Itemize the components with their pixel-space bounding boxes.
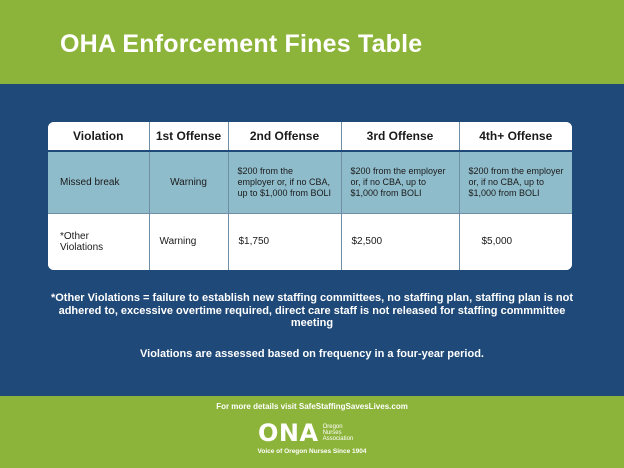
- frequency-note: Violations are assessed based on frequency in a four-year period.: [140, 348, 484, 360]
- header-1st-offense: 1st Offense: [149, 122, 228, 151]
- logo-sub-line: Nurses: [322, 429, 342, 436]
- table-row: [48, 213, 572, 270]
- cell-4th-offense: $200 from the employer or, if no CBA, up to $1,000 from BOLI: [459, 151, 572, 213]
- details-link-text: For more details visit SafeStaffingSavesLives.com: [216, 402, 408, 411]
- logo-mark: ONA: [258, 419, 319, 447]
- cell-1st-offense: Warning: [149, 151, 228, 213]
- logo-subtext: [323, 424, 354, 443]
- other-violations-label: *Other Violations: [60, 230, 104, 253]
- table-header-row: [48, 122, 572, 151]
- cell-violation: [48, 213, 149, 270]
- cell-4th-offense: $5,000: [459, 213, 572, 270]
- cell-2nd-offense: $200 from the employer or, if no CBA, up to $1,000 from BOLI: [228, 151, 341, 213]
- logo-sub-line: Oregon: [322, 423, 343, 430]
- header-4th-offense: 4th+ Offense: [459, 122, 572, 151]
- header-3rd-offense: 3rd Offense: [341, 122, 459, 151]
- cell-violation: Missed break: [48, 151, 149, 213]
- cell-3rd-offense: $2,500: [341, 213, 459, 270]
- other-violations-footnote: *Other Violations = failure to establish new staffing committees, no staffing plan, staffing plan is not adhered to, excessive overtime required, direct care staff is not released for staffing commmittee meeting: [50, 292, 574, 330]
- logo-tagline: Voice of Oregon Nurses Since 1904: [257, 448, 367, 455]
- cell-3rd-offense: $200 from the employer or, if no CBA, up to $1,000 from BOLI: [341, 151, 459, 213]
- header-violation: Violation: [48, 122, 149, 151]
- cell-1st-offense: Warning: [149, 213, 228, 270]
- page-title: OHA Enforcement Fines Table: [60, 30, 423, 58]
- header-2nd-offense: 2nd Offense: [228, 122, 341, 151]
- fines-table: [48, 122, 572, 270]
- ona-logo: [258, 420, 353, 446]
- logo-sub-line: Association: [322, 436, 354, 443]
- table-row: [48, 151, 572, 213]
- cell-2nd-offense: $1,750: [228, 213, 341, 270]
